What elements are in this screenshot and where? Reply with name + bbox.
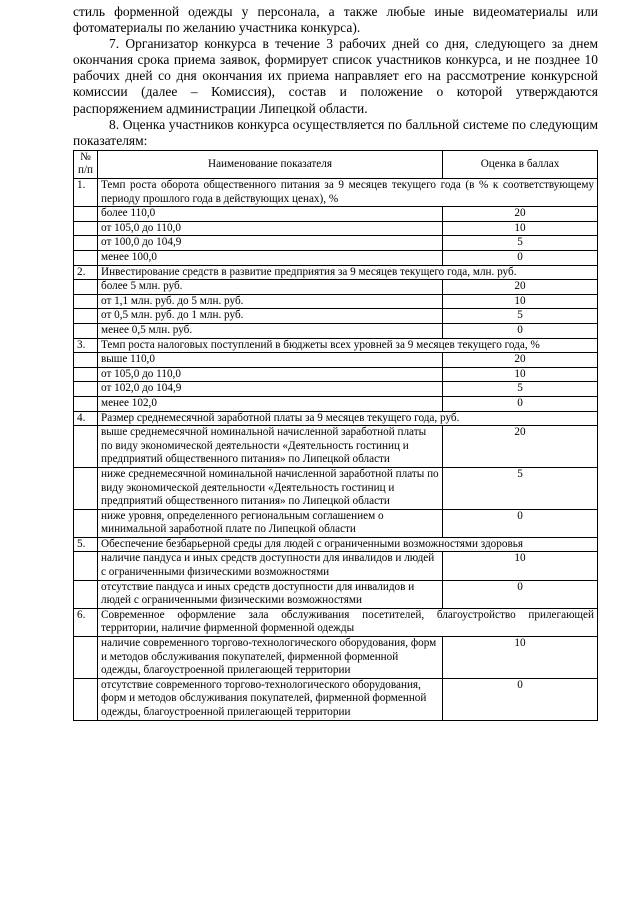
criterion-score: 0 bbox=[443, 396, 598, 411]
header-indicator-name: Наименование показателя bbox=[98, 150, 443, 178]
blank-cell bbox=[74, 580, 98, 608]
table-row bbox=[74, 294, 598, 309]
table-section-row bbox=[74, 179, 598, 207]
criterion-score: 5 bbox=[443, 467, 598, 509]
criterion-score: 20 bbox=[443, 426, 598, 468]
criterion-label: от 102,0 до 104,9 bbox=[98, 382, 443, 397]
criterion-score: 0 bbox=[443, 251, 598, 266]
scoring-table bbox=[73, 150, 598, 721]
header-number: № п/п bbox=[74, 150, 98, 178]
blank-cell bbox=[74, 552, 98, 580]
table-row bbox=[74, 236, 598, 251]
criterion-score: 20 bbox=[443, 280, 598, 295]
table-section-row bbox=[74, 411, 598, 426]
criterion-label: менее 100,0 bbox=[98, 251, 443, 266]
table-row bbox=[74, 396, 598, 411]
criterion-label: от 105,0 до 110,0 bbox=[98, 221, 443, 236]
criterion-score: 5 bbox=[443, 236, 598, 251]
paragraph-8: 8. Оценка участников конкурса осуществляется по балльной системе по следующим показателям: bbox=[73, 116, 598, 148]
criterion-label: от 100,0 до 104,9 bbox=[98, 236, 443, 251]
blank-cell bbox=[74, 637, 98, 679]
table-row bbox=[74, 467, 598, 509]
criterion-label: от 1,1 млн. руб. до 5 млн. руб. bbox=[98, 294, 443, 309]
table-row bbox=[74, 367, 598, 382]
criterion-label: менее 0,5 млн. руб. bbox=[98, 323, 443, 338]
criterion-score: 0 bbox=[443, 678, 598, 720]
blank-cell bbox=[74, 353, 98, 368]
section-title: Размер среднемесячной заработной платы за 9 месяцев текущего года, руб. bbox=[98, 411, 598, 426]
criterion-label: от 105,0 до 110,0 bbox=[98, 367, 443, 382]
table-row bbox=[74, 509, 598, 537]
section-number: 1. bbox=[74, 179, 98, 207]
criterion-label: отсутствие пандуса и иных средств доступности для инвалидов и людей с ограниченными физическими возможностями bbox=[98, 580, 443, 608]
document-page bbox=[73, 4, 598, 721]
criterion-label: выше 110,0 bbox=[98, 353, 443, 368]
table-row bbox=[74, 280, 598, 295]
table-row bbox=[74, 580, 598, 608]
section-title: Темп роста налоговых поступлений в бюджеты всех уровней за 9 месяцев текущего года, % bbox=[98, 338, 598, 353]
table-section-row bbox=[74, 338, 598, 353]
criterion-score: 0 bbox=[443, 580, 598, 608]
blank-cell bbox=[74, 678, 98, 720]
table-row bbox=[74, 353, 598, 368]
blank-cell bbox=[74, 251, 98, 266]
paragraph-intro-continuation: стиль форменной одежды у персонала, а также любые иные видеоматериалы или фотоматериалы по желанию участника конкурса). bbox=[73, 4, 598, 36]
table-body bbox=[74, 179, 598, 721]
criterion-label: от 0,5 млн. руб. до 1 млн. руб. bbox=[98, 309, 443, 324]
blank-cell bbox=[74, 294, 98, 309]
blank-cell bbox=[74, 509, 98, 537]
blank-cell bbox=[74, 426, 98, 468]
criterion-score: 10 bbox=[443, 221, 598, 236]
criterion-score: 0 bbox=[443, 323, 598, 338]
table-row bbox=[74, 382, 598, 397]
blank-cell bbox=[74, 236, 98, 251]
criterion-score: 10 bbox=[443, 637, 598, 679]
table-row bbox=[74, 678, 598, 720]
table-header-row bbox=[74, 150, 598, 178]
criterion-score: 10 bbox=[443, 367, 598, 382]
table-section-row bbox=[74, 608, 598, 636]
blank-cell bbox=[74, 323, 98, 338]
criterion-label: выше среднемесячной номинальной начисленной заработной платы по виду экономической деятельности «Деятельность гостиниц и предприятий общественного питания» по Липецкой области bbox=[98, 426, 443, 468]
section-number: 5. bbox=[74, 537, 98, 552]
table-section-row bbox=[74, 537, 598, 552]
criterion-score: 10 bbox=[443, 552, 598, 580]
criterion-score: 20 bbox=[443, 207, 598, 222]
criterion-score: 0 bbox=[443, 509, 598, 537]
criterion-score: 5 bbox=[443, 382, 598, 397]
table-section-row bbox=[74, 265, 598, 280]
criterion-label: наличие пандуса и иных средств доступности для инвалидов и людей с ограниченными физическими возможностями bbox=[98, 552, 443, 580]
section-title: Обеспечение безбарьерной среды для людей с ограниченными возможностями здоровья bbox=[98, 537, 598, 552]
table-row bbox=[74, 251, 598, 266]
section-title: Инвестирование средств в развитие предприятия за 9 месяцев текущего года, млн. руб. bbox=[98, 265, 598, 280]
criterion-label: ниже среднемесячной номинальной начисленной заработной платы по виду экономической деятельности «Деятельность гостиниц и предприятий общественного питания» по Липецкой области bbox=[98, 467, 443, 509]
blank-cell bbox=[74, 309, 98, 324]
criterion-label: ниже уровня, определенного региональным соглашением о минимальной заработной плате по Липецкой области bbox=[98, 509, 443, 537]
criterion-label: отсутствие современного торгово-технологического оборудования, форм и методов обслуживания покупателей, фирменной форменной одежды, благоустроенной прилегающей территории bbox=[98, 678, 443, 720]
blank-cell bbox=[74, 396, 98, 411]
criterion-score: 5 bbox=[443, 309, 598, 324]
header-score: Оценка в баллах bbox=[443, 150, 598, 178]
criterion-score: 20 bbox=[443, 353, 598, 368]
blank-cell bbox=[74, 467, 98, 509]
criterion-label: менее 102,0 bbox=[98, 396, 443, 411]
criterion-label: более 5 млн. руб. bbox=[98, 280, 443, 295]
criterion-label: наличие современного торгово-технологического оборудования, форм и методов обслуживания покупателей, фирменной форменной одежды, благоустроенной прилегающей территории bbox=[98, 637, 443, 679]
blank-cell bbox=[74, 367, 98, 382]
blank-cell bbox=[74, 382, 98, 397]
section-title: Современное оформление зала обслуживания посетителей, благоустройство прилегающей территории, наличие фирменной форменной одежды bbox=[98, 608, 598, 636]
table-row bbox=[74, 221, 598, 236]
blank-cell bbox=[74, 221, 98, 236]
blank-cell bbox=[74, 207, 98, 222]
table-row bbox=[74, 309, 598, 324]
section-number: 3. bbox=[74, 338, 98, 353]
table-row bbox=[74, 426, 598, 468]
section-title: Темп роста оборота общественного питания за 9 месяцев текущего года (в % к соответствующему периоду прошлого года в действующих ценах), % bbox=[98, 179, 598, 207]
table-row bbox=[74, 323, 598, 338]
paragraph-7: 7. Организатор конкурса в течение 3 рабочих дней со дня, следующего за днем окончания срока приема заявок, формирует список участников конкурса, и не позднее 10 рабочих дней со дня окончания их приема направляет его на рассмотрение конкурсной комиссии (далее – Комиссия), состав и положение о которой утверждаются распоряжением администрации Липецкой области. bbox=[73, 36, 598, 116]
section-number: 6. bbox=[74, 608, 98, 636]
table-row bbox=[74, 552, 598, 580]
section-number: 2. bbox=[74, 265, 98, 280]
criterion-score: 10 bbox=[443, 294, 598, 309]
table-row bbox=[74, 637, 598, 679]
table-row bbox=[74, 207, 598, 222]
section-number: 4. bbox=[74, 411, 98, 426]
blank-cell bbox=[74, 280, 98, 295]
criterion-label: более 110,0 bbox=[98, 207, 443, 222]
